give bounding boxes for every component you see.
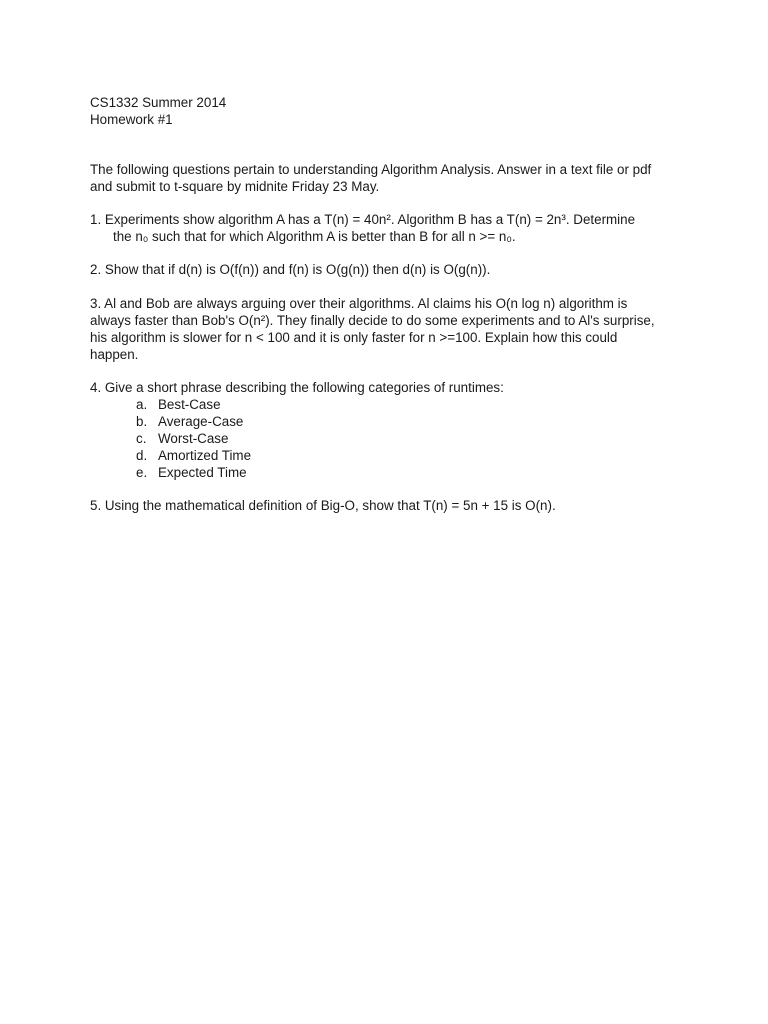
question-5: 5. Using the mathematical definition of Big-O, show that T(n) = 5n + 15 is O(n).	[90, 498, 556, 513]
list-item-letter: d.	[136, 448, 148, 463]
intro-line-2: and submit to t-square by midnite Friday 23 May.	[90, 179, 380, 194]
question-2: 2. Show that if d(n) is O(f(n)) and f(n) is O(g(n)) then d(n) is O(g(n)).	[90, 262, 491, 277]
list-item-letter: e.	[136, 465, 148, 480]
question-3-line-4: happen.	[90, 347, 139, 362]
list-item-amortized-time: Amortized Time	[158, 448, 252, 463]
list-item-letter: b.	[136, 414, 148, 429]
question-1-line-2: the n₀ such that for which Algorithm A is better than B for all n >= n₀.	[113, 229, 516, 244]
list-item-letter: a.	[136, 397, 148, 412]
question-3-line-2: always faster than Bob's O(n²). They finally decide to do some experiments and to Al's surprise,	[90, 313, 655, 328]
list-item-best-case: Best-Case	[158, 397, 221, 412]
question-3-line-1: 3. Al and Bob are always arguing over their algorithms. Al claims his O(n log n) algorithm is	[90, 296, 628, 311]
assignment-title: Homework #1	[90, 112, 173, 127]
question-3-line-3: his algorithm is slower for n < 100 and it is only faster for n >=100. Explain how this could	[90, 330, 618, 345]
list-item-expected-time: Expected Time	[158, 465, 247, 480]
list-item-average-case: Average-Case	[158, 414, 244, 429]
list-item-worst-case: Worst-Case	[158, 431, 229, 446]
question-1-line-1: 1. Experiments show algorithm A has a T(n) = 40n². Algorithm B has a T(n) = 2n³. Determine	[90, 212, 636, 227]
course-title: CS1332 Summer 2014	[90, 95, 227, 110]
list-item-letter: c.	[136, 431, 147, 446]
question-4: 4. Give a short phrase describing the following categories of runtimes:	[90, 380, 504, 395]
intro-line-1: The following questions pertain to understanding Algorithm Analysis. Answer in a text file or pdf	[90, 162, 652, 177]
